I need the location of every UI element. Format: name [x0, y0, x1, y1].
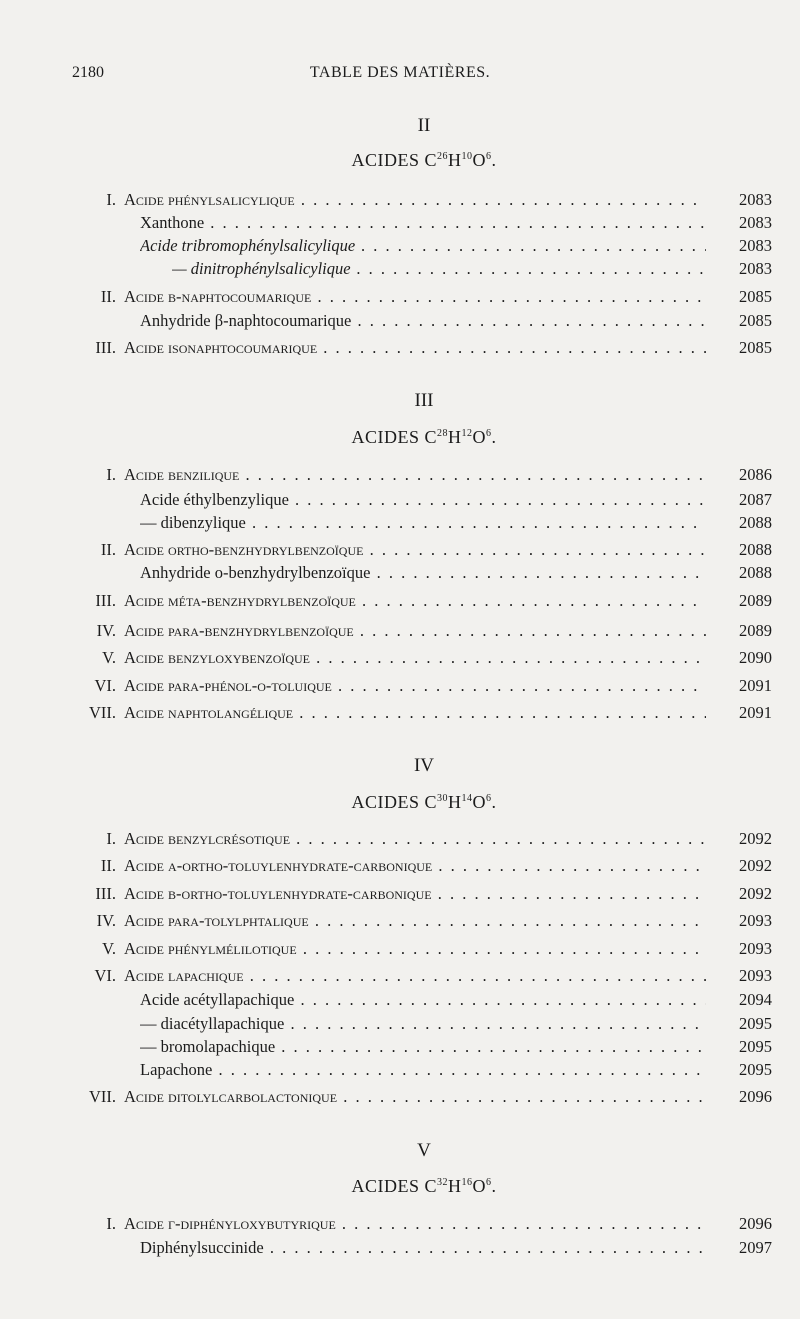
toc-entry: I. Acide benzylcrésotique . . . 2092	[72, 827, 772, 851]
toc-entry: — diacétyllapachique . . . 2095	[72, 1012, 772, 1036]
toc-entry: VII. Acide naphtolangélique . . . 2091	[72, 701, 772, 725]
running-header	[72, 64, 728, 86]
toc-entry: Acide acétyllapachique . . . 2094	[72, 988, 772, 1012]
toc-entry: II. Acide β-naphtocoumarique . . . 2085	[72, 285, 772, 309]
section-numeral: IV	[413, 755, 435, 776]
toc-entry: Lapachone . . . 2095	[72, 1058, 772, 1082]
toc-entry: III. Acide méta-benzhydrylbenzoïque . . . 2089	[72, 589, 772, 613]
toc-entry: III. Acide β-ortho-toluylenhydrate-carbonique . . . 2092	[72, 882, 772, 906]
toc-entry: II. Acide ortho-benzhydrylbenzoïque . . . 2088	[72, 538, 772, 562]
toc-entry: I. Acide benzilique . . . 2086	[72, 463, 772, 487]
toc-entry: V. Acide phénylmélilotique . . . 2093	[72, 937, 772, 961]
toc-entry: VII. Acide ditolylcarbolactonique . . . 2096	[72, 1085, 772, 1109]
toc-entry: IV. Acide para-benzhydrylbenzoïque . . . 2089	[72, 619, 772, 643]
section-heading: ACIDES $C^{30}H^{14}O^6$.	[351, 792, 497, 812]
toc-entry: — bromolapachique . . . 2095	[72, 1035, 772, 1059]
toc-entry: IV. Acide para-tolylphtalique . . . 2093	[72, 909, 772, 933]
section-numeral: III	[414, 390, 434, 411]
section-numeral: II	[417, 115, 431, 136]
toc-entry: I. Acide phénylsalicylique . . . 2083	[72, 188, 772, 212]
toc-entry: V. Acide benzyloxybenzoïque . . . 2090	[72, 646, 772, 670]
toc-entry: — dinitrophénylsalicylique . . . 2083	[72, 257, 772, 281]
section-heading: ACIDES $C^{28}H^{12}O^6$.	[351, 427, 497, 447]
toc-entry: VI. Acide para-phénol-o-toluique . . . 2091	[72, 674, 772, 698]
toc-entry: I. Acide γ-diphényloxybutyrique . . . 2096	[72, 1212, 772, 1236]
section-heading: ACIDES $C^{32}H^{16}O^6$.	[351, 1176, 497, 1196]
toc-entry: Acide éthylbenzylique . . . 2087	[72, 488, 772, 512]
running-title: TABLE DES MATIÈRES.	[309, 64, 491, 81]
toc-entry: VI. Acide lapachique . . . 2093	[72, 964, 772, 988]
toc-entry: — dibenzylique . . . 2088	[72, 511, 772, 535]
toc-entry: Acide tribromophénylsalicylique . . . 2083	[72, 234, 772, 258]
section-numeral: V	[417, 1140, 431, 1161]
toc-entry: III. Acide isonaphtocoumarique . . . 2085	[72, 336, 772, 360]
toc-entry: Diphénylsuccinide . . . 2097	[72, 1236, 772, 1260]
toc-entry: Xanthone . . . 2083	[72, 211, 772, 235]
toc-entry: Anhydride o-benzhydrylbenzoïque . . . 2088	[72, 561, 772, 585]
page-number: 2180	[72, 64, 104, 81]
section-heading: ACIDES $C^{26}H^{10}O^6$.	[351, 150, 497, 170]
toc-entry: Anhydride β-naphtocoumarique . . . 2085	[72, 309, 772, 333]
toc-entry: II. Acide α-ortho-toluylenhydrate-carbonique . . . 2092	[72, 854, 772, 878]
